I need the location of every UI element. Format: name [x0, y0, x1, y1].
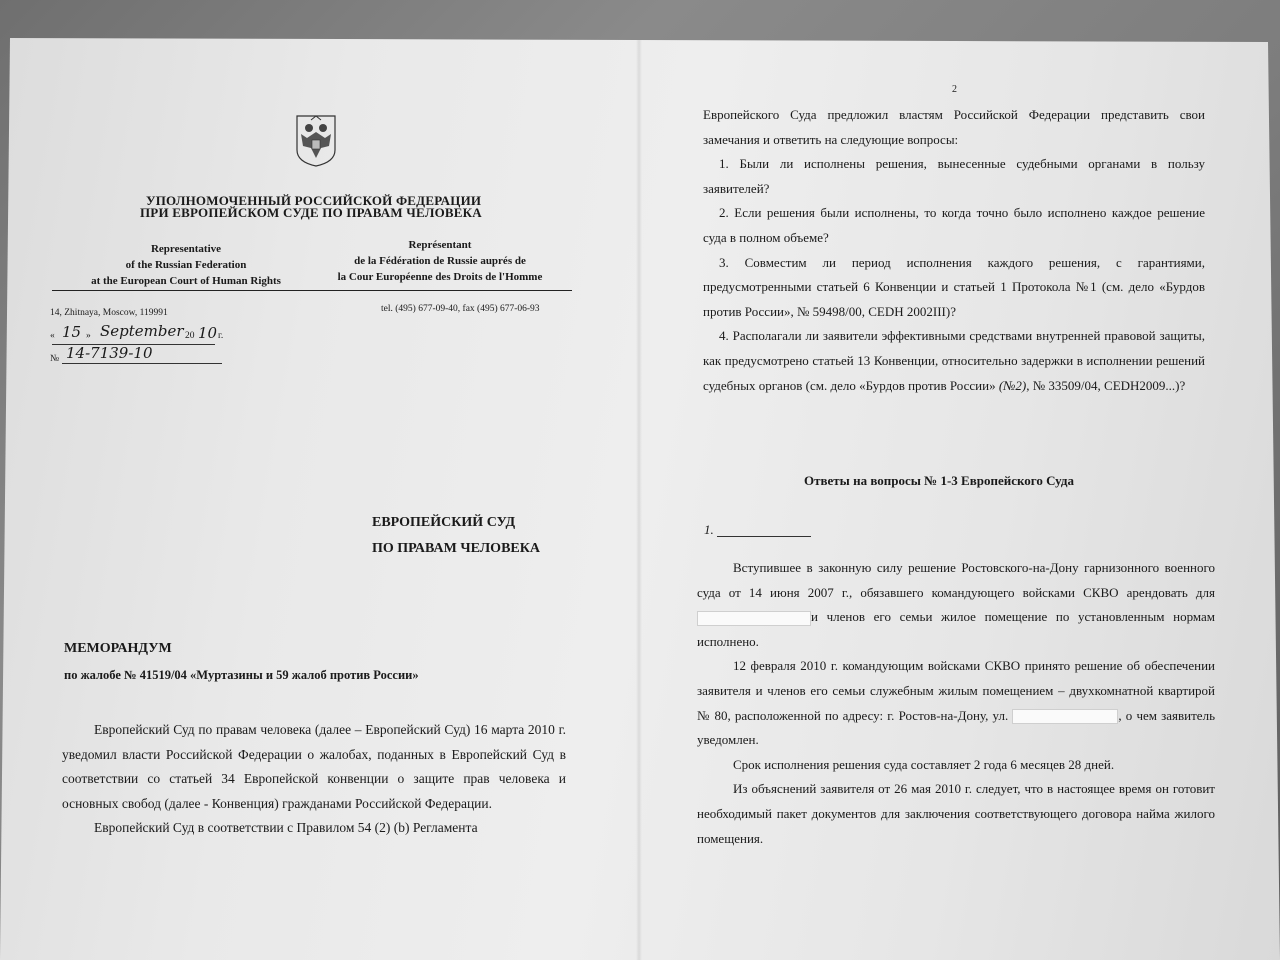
- answer-2-tail: , о чем заявитель уведомлен.: [697, 707, 1215, 748]
- date-year-suffix: 10: [198, 324, 218, 342]
- answer-paragraph-3: Срок исполнения решения суда составляет 2 года 6 месяцев 28 дней.: [733, 756, 1115, 772]
- header-en-line: Representative: [150, 243, 222, 255]
- addressee-line1: ЕВРОПЕЙСКИЙ СУД: [372, 515, 516, 530]
- answer-paragraph-1: [697, 556, 1215, 654]
- phone-fax: tel. (495) 677-09-40, fax (495) 677-06-93: [381, 304, 540, 314]
- date-day: 15: [62, 323, 82, 341]
- memo-title: МЕМОРАНДУМ: [64, 641, 172, 656]
- header-en: [66, 241, 306, 289]
- answer-2-text: 12 февраля 2010 г. командующим войсками СКВО принято решение об обеспечении заявителя и членов его семьи служебным жилым помещением – двухкомнатной квартирой № 80, расположенной по адресу: г. Ростов-на-Дону, ул.: [697, 658, 1215, 723]
- question-4: [703, 324, 1205, 398]
- answer-1-text: Вступившее в законную силу решение Ростовского-на-Дону гарнизонного военного суда от 14 июня 2007 г., обязавшего командующего войсками СКВО арендовать для: [697, 560, 1215, 600]
- header-fr-line: la Cour Européenne des Droits de l'Homme: [337, 271, 543, 283]
- addressee-line2: ПО ПРАВАМ ЧЕЛОВЕКА: [372, 541, 541, 556]
- date-month: September: [100, 322, 184, 340]
- russian-coat-of-arms-icon: [287, 112, 345, 168]
- answers-title: Ответы на вопросы № 1-3 Европейского Суда: [804, 473, 1074, 488]
- outgoing-number: 14-7139-10: [66, 344, 153, 362]
- header-fr: [310, 237, 570, 285]
- redacted-street: [1012, 709, 1118, 724]
- answer-paragraph-4: Из объяснений заявителя от 26 мая 2010 г. следует, что в настоящее время он готовит необходимый пакет документов для заключения соответствующего договора найма жилого помещения.: [697, 781, 1215, 846]
- answers-block: [697, 556, 1215, 851]
- redacted-name-underline: [717, 536, 811, 537]
- question-4-text: 4. Располагали ли заявители эффективными средствами внутренней правовой защиты, как предусмотрено статьей 13 Конвенции, относительно задержки в исполнении решений судебных органов (см. дело «Бурдов против России»: [703, 328, 1205, 393]
- date-year-prefix: 20: [185, 331, 195, 341]
- date-g: г.: [218, 331, 224, 341]
- memo-subtitle: по жалобе № 41519/04 «Муртазины и 59 жалоб против России»: [64, 668, 419, 682]
- memo-paragraph-1: Европейский Суд по правам человека (далее – Европейский Суд) 16 марта 2010 г. уведомил власти Российской Федерации о жалобах, поданных в Европейский Суд в соответствии со статьей 34 Европейской конвенции о защите прав человека и основных свобод (далее - Конвенция) гражданами Российской Федерации.: [62, 722, 566, 811]
- number-label: №: [50, 354, 60, 364]
- question-4-italic: (№2): [998, 377, 1027, 393]
- page-fold: [636, 40, 642, 960]
- memo-paragraph-2: Европейский Суд в соответствии с Правилом 54 (2) (b) Регламента: [94, 820, 478, 836]
- header-fr-line: Représentant: [408, 239, 472, 251]
- item-number: 1.: [704, 522, 714, 537]
- page-number: 2: [952, 84, 957, 95]
- date-line: «: [50, 331, 55, 341]
- question-4-tail: , № 33509/04, CEDH2009...)?: [1026, 377, 1186, 393]
- header-fr-line: de la Fédération de Russie auprés de: [354, 255, 526, 267]
- question-1: 1. Были ли исполнены решения, вынесенные судебными органами в пользу заявителей?: [703, 156, 1205, 196]
- date-line: »: [86, 331, 91, 341]
- question-2: 2. Если решения были исполнены, то когда точно было исполнено каждое решение суда в полном объеме?: [703, 205, 1205, 245]
- redacted-name: [697, 611, 811, 626]
- header-en-line: at the European Court of Human Rights: [91, 275, 281, 287]
- intro-paragraph: Европейского Суда предложил властям Российской Федерации представить свои замечания и ответить на следующие вопросы:: [703, 107, 1205, 147]
- number-underline: [62, 363, 222, 364]
- answer-paragraph-2: [697, 654, 1215, 752]
- questions-block: [703, 103, 1205, 398]
- memo-body: [62, 718, 566, 841]
- address: 14, Zhitnaya, Moscow, 119991: [50, 308, 168, 318]
- answer-1-tail: и членов его семьи жилое помещение по установленным нормам исполнено.: [697, 609, 1215, 649]
- header-ru-line2: ПРИ ЕВРОПЕЙСКОМ СУДЕ ПО ПРАВАМ ЧЕЛОВЕКА: [140, 205, 482, 220]
- question-3: 3. Совместим ли период исполнения каждого решения, с гарантиями, предусмотренными статьей 6 Конвенции и статьей 1 Протокола №1 (см. дело «Бурдов против России», № 59498/00, CEDH 2002III)?: [703, 254, 1205, 319]
- header-ru-line1: УПОЛНОМОЧЕННЫЙ РОССИЙСКОЙ ФЕДЕРАЦИИ: [146, 193, 482, 208]
- header-divider: [52, 290, 572, 291]
- header-en-line: of the Russian Federation: [125, 259, 247, 271]
